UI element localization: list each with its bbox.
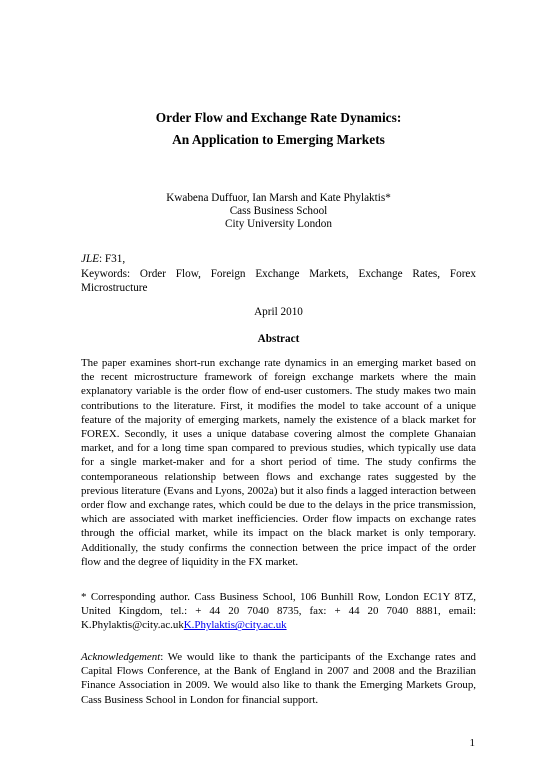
- corresponding-text: * Corresponding author. Cass Business School, 106 Bunhill Row, London EC1Y 8TZ, United Kingdom, tel.: + 44 20 7040 8735, fax: + 44 20 7040 8881, email: K.Phylaktis@city.ac.uk: [81, 591, 476, 632]
- author-school: Cass Business School: [229, 205, 328, 217]
- jel-label: JLE: [81, 253, 100, 265]
- jel-value: : F31,: [99, 253, 126, 265]
- jel-classification: [81, 253, 476, 266]
- page-number: 1: [469, 737, 475, 749]
- corresponding-author-note: [81, 590, 476, 633]
- acknowledgement: [81, 650, 476, 707]
- title-line-1: Order Flow and Exchange Rate Dynamics:: [155, 110, 402, 125]
- author-university: City University London: [225, 218, 332, 230]
- author-names: Kwabena Duffuor, Ian Marsh and Kate Phylaktis*: [166, 192, 391, 204]
- email-link[interactable]: K.Phylaktis@city.ac.uk: [183, 619, 287, 632]
- title-line-2: An Application to Emerging Markets: [172, 132, 385, 147]
- abstract-text: The paper examines short-run exchange rate dynamics in an emerging market based on the recent microstructure framework of foreign exchange markets where the main explanatory variable is the order flow of end-user customers. The study makes two main contributions to the literature. First, it modifies the model to take account of a unique feature of the majority of emerging markets, namely the existence of a black market for FOREX. Secondly, it uses a unique database covering almost the complete Ghanaian market, and for a long time span compared to previous studies, which typically use data for a single market-maker and for a short period of time. The study confirms the contemporaneous relationship between flows and exchange rates suggested by the previous literature (Evans and Lyons, 2002a) but it also finds a lagged interaction between order flow and exchange rates, which could be due to the delays in the price transmission, which are associated with market inefficiencies. Order flow impacts on exchange rates through the official market, while its impact on the black market is only temporary. Additionally, the study confirms the connection between the price impact of the order flow and the degree of liquidity in the FX market.: [81, 357, 476, 568]
- acknowledgement-label: Acknowledgement: [81, 651, 161, 663]
- author-block: [81, 192, 476, 231]
- paper-date: April 2010: [254, 306, 303, 318]
- acknowledgement-text: : We would like to thank the participants of the Exchange rates and Capital Flows Conference, at the Bank of England in 2007 and 2008 and the Brazilian Finance Association in 2009. We would also like to thank the Emerging Markets Group, Cass Business School in London for financial support.: [81, 651, 476, 706]
- keywords: Keywords: Order Flow, Foreign Exchange Markets, Exchange Rates, Forex Microstructure: [81, 268, 476, 294]
- abstract-heading: Abstract: [257, 333, 300, 345]
- paper-title: [81, 107, 476, 151]
